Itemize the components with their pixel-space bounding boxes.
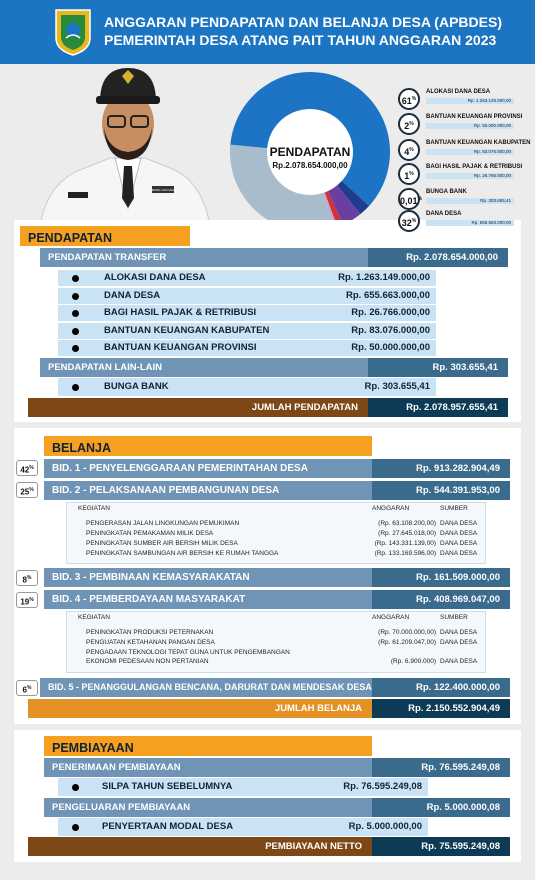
silpa-label: SILPA TAHUN SEBELUMNYA (102, 781, 233, 792)
pembiayaan-netto-value: Rp. 75.595.249,08 (372, 837, 510, 856)
pengeluaran-label: PENGELUARAN PEMBIAYAAN (44, 798, 372, 817)
pendapatan-item-label: BAGI HASIL PAJAK & RETRIBUSI (104, 307, 257, 318)
table4-kegiatan: PENGUATAN KETAHANAN PANGAN DESA (86, 639, 215, 646)
page-title: ANGGARAN PENDAPATAN DAN BELANJA DESA (APBDES) (104, 14, 502, 30)
table4-header-kegiatan: KEGIATAN (78, 614, 110, 621)
bid4-value: Rp. 408.969.047,00 (372, 590, 510, 609)
legend-name: BANTUAN KEUANGAN PROVINSI (426, 114, 523, 120)
pendapatan-item-value: Rp. 50.000.000,00 (351, 342, 430, 353)
pendapatan-item-label: DANA DESA (104, 289, 161, 301)
legend-value: Rp. 655.663.000,00 (426, 220, 514, 226)
pendapatan-item-row (58, 323, 436, 339)
pendapatan-lain-label: PENDAPATAN LAIN-LAIN (40, 358, 368, 377)
belanja-heading: BELANJA (44, 436, 372, 456)
bid5-value: Rp. 122.400.000,00 (372, 678, 510, 697)
percent-sign: % (411, 96, 417, 102)
penerimaan-value: Rp. 76.595.249,08 (372, 758, 510, 777)
pendapatan-item-row (58, 305, 436, 321)
donut-total: Rp.2.078.654.000,00 (272, 161, 348, 170)
bullet-icon (72, 275, 79, 282)
bid2-percent: 25% (16, 482, 38, 498)
pengeluaran-value: Rp. 5.000.000,08 (372, 798, 510, 817)
legend-name: BANTUAN KEUANGAN KABUPATEN (426, 140, 531, 146)
percent-sign: % (29, 487, 34, 493)
pendapatan-transfer-label: PENDAPATAN TRANSFER (40, 248, 368, 267)
bunga-bank-label: BUNGA BANK (104, 381, 169, 392)
pendapatan-item-row (58, 288, 436, 304)
page-subtitle: PEMERINTAH DESA ATANG PAIT TAHUN ANGGARAN 2023 (104, 32, 497, 48)
legend-percent-bubble (398, 210, 420, 232)
legend-name: BUNGA BANK (426, 189, 467, 195)
table2-sumber: DANA DESA (440, 540, 478, 547)
bullet-icon (72, 293, 79, 300)
silpa-row (58, 778, 428, 796)
table4-kegiatan: PENINGKATAN PRODUKSI PETERNAKAN (86, 629, 214, 636)
percent-sign: % (417, 196, 422, 202)
bullet-icon (72, 345, 79, 352)
donut-title: PENDAPATAN (269, 145, 351, 159)
percent-sign: % (409, 121, 414, 127)
legend-percent: 32 (401, 218, 412, 228)
table2-header-kegiatan: KEGIATAN (78, 505, 110, 512)
legend-percent: 1 (404, 171, 410, 181)
penyertaan-value: Rp. 5.000.000,00 (348, 821, 422, 832)
penerimaan-label: PENERIMAAN PEMBIAYAAN (44, 758, 372, 777)
pendapatan-item-label: BANTUAN KEUANGAN KABUPATEN (104, 324, 270, 336)
bid1-label: BID. 1 - PENYELENGGARAAN PEMERINTAHAN DESA (44, 459, 372, 478)
table2-sumber: DANA DESA (440, 550, 478, 557)
table2-sumber: DANA DESA (440, 520, 478, 527)
pendapatan-item-value: Rp. 655.663.000,00 (346, 289, 430, 301)
table4-sumber: DANA DESA (440, 629, 478, 636)
table4-sumber: DANA DESA (440, 658, 478, 665)
table2-anggaran: (Rp. 63.108.200,00) (378, 520, 436, 527)
table4-anggaran: (Rp. 61.209.047,00) (378, 639, 436, 646)
legend-value: Rp. 26.766.000,00 (426, 173, 514, 179)
legend-value: Rp. 303.655,41 (426, 198, 514, 204)
legend-name: DANA DESA (426, 211, 462, 217)
legend-percent: 4 (404, 147, 410, 157)
pendapatan-item-value: Rp. 1.263.149.000,00 (338, 272, 430, 283)
bullet-icon (72, 310, 79, 317)
regency-emblem-icon (52, 8, 94, 56)
table2-kegiatan: PENGERASAN JALAN LINGKUNGAN PEMUKIMAN (86, 520, 240, 527)
legend-percent: 2 (404, 121, 410, 131)
percent-sign: % (29, 597, 34, 603)
percent-sign: % (411, 218, 417, 224)
bullet-icon (72, 824, 79, 831)
table2-header-sumber: SUMBER (440, 505, 468, 512)
pendapatan-item-value: Rp. 83.076.000,00 (351, 324, 430, 336)
legend-percent: 61 (401, 96, 412, 106)
pendapatan-item-row (58, 270, 436, 286)
table2-kegiatan: PENINGKATAN PEMAKAMAN MILIK DESA (86, 530, 214, 537)
table4-kegiatan-cont: EKONOMI PEDESAAN NON PERTANIAN (86, 658, 209, 665)
penyertaan-label: PENYERTAAN MODAL DESA (102, 821, 234, 832)
legend-percent-bubble (398, 113, 420, 135)
legend-percent-bubble (398, 88, 420, 110)
bullet-icon (72, 384, 79, 391)
bullet-icon (72, 328, 79, 335)
legend-name: BAGI HASIL PAJAK & RETRIBUSI (426, 164, 523, 170)
bid2-value: Rp. 544.391.953,00 (372, 481, 510, 500)
jumlah-pendapatan-value: Rp. 2.078.957.655,41 (368, 398, 508, 417)
bid3-value: Rp. 161.509.000,00 (372, 568, 510, 587)
legend-value: Rp. 83.076.000,00 (426, 149, 514, 155)
table4-sumber: DANA DESA (440, 639, 478, 646)
pendapatan-heading: PENDAPATAN (20, 226, 190, 246)
official-portrait (40, 58, 210, 226)
percent-sign: % (29, 465, 34, 471)
table4-anggaran: (Rp. 70.000.000,00) (378, 629, 436, 636)
jumlah-belanja-label: JUMLAH BELANJA (28, 699, 372, 718)
legend-value: Rp. 50.000.000,00 (426, 123, 514, 129)
bid2-label: BID. 2 - PELAKSANAAN PEMBANGUNAN DESA (44, 481, 372, 500)
table4-header-anggaran: ANGGARAN (372, 614, 410, 621)
bid5-label: BID. 5 - PENANGGULANGAN BENCANA, DARURAT DAN MENDESAK DESA (40, 678, 372, 697)
legend-name: ALOKASI DANA DESA (426, 89, 491, 95)
table2-anggaran: (Rp. 133.169.596,00) (374, 550, 436, 557)
pendapatan-lain-value: Rp. 303.655,41 (368, 358, 508, 377)
pendapatan-transfer-value: Rp. 2.078.654.000,00 (368, 248, 508, 267)
table4-header-sumber: SUMBER (440, 614, 468, 621)
bunga-bank-value: Rp. 303.655,41 (364, 381, 430, 392)
bid4-percent: 19% (16, 592, 38, 608)
jumlah-belanja-value: Rp. 2.150.552.904,49 (372, 699, 510, 718)
penyertaan-row (58, 818, 428, 836)
pendapatan-item-row (58, 340, 436, 356)
pembiayaan-heading: PEMBIAYAAN (44, 736, 372, 756)
table2-sumber: DANA DESA (440, 530, 478, 537)
table4-anggaran: (Rp. 6.900.000) (390, 658, 436, 665)
bid1-percent: 42% (16, 460, 38, 476)
silpa-value: Rp. 76.595.249,08 (343, 781, 422, 792)
table2-kegiatan: PENINGKATAN SAMBUNGAN AIR BERSIH KE RUMAH TANGGA (86, 550, 279, 557)
pendapatan-item-value: Rp. 26.766.000,00 (351, 307, 430, 318)
table2-anggaran: (Rp. 143.331.139,00) (374, 540, 436, 547)
pendapatan-item-label: BANTUAN KEUANGAN PROVINSI (104, 342, 257, 353)
bunga-bank-row (58, 378, 436, 396)
percent-sign: % (27, 575, 32, 581)
percent-sign: % (409, 147, 414, 153)
legend-percent-bubble (398, 188, 420, 210)
legend-percent: 0,01 (400, 196, 418, 206)
pendapatan-item-label: ALOKASI DANA DESA (104, 272, 206, 283)
table4-kegiatan: PENGADAAN TEKNOLOGI TEPAT GUNA UNTUK PENGEMBANGAN (86, 649, 290, 656)
name-badge: BANG GAS MAHESA (152, 188, 182, 192)
pembiayaan-netto-label: PEMBIAYAAN NETTO (28, 837, 372, 856)
bullet-icon (72, 784, 79, 791)
legend-value: Rp. 1.263.149.000,00 (426, 98, 514, 104)
percent-sign: % (409, 171, 414, 177)
bid5-percent: 6% (16, 680, 38, 696)
table2-anggaran: (Rp. 27.645.018,00) (378, 530, 436, 537)
legend-percent-bubble (398, 163, 420, 185)
bid3-label: BID. 3 - PEMBINAAN KEMASYARAKATAN (44, 568, 372, 587)
bid1-value: Rp. 913.282.904,49 (372, 459, 510, 478)
table2-header-anggaran: ANGGARAN (372, 505, 410, 512)
bid4-label: BID. 4 - PEMBERDAYAAN MASYARAKAT (44, 590, 372, 609)
percent-sign: % (27, 685, 32, 691)
bid3-percent: 8% (16, 570, 38, 586)
jumlah-pendapatan-label: JUMLAH PENDAPATAN (28, 398, 368, 417)
legend-percent-bubble (398, 139, 420, 161)
table2-kegiatan: PENINGKATAN SUMBER AIR BERSIH MILIK DESA (86, 540, 238, 547)
